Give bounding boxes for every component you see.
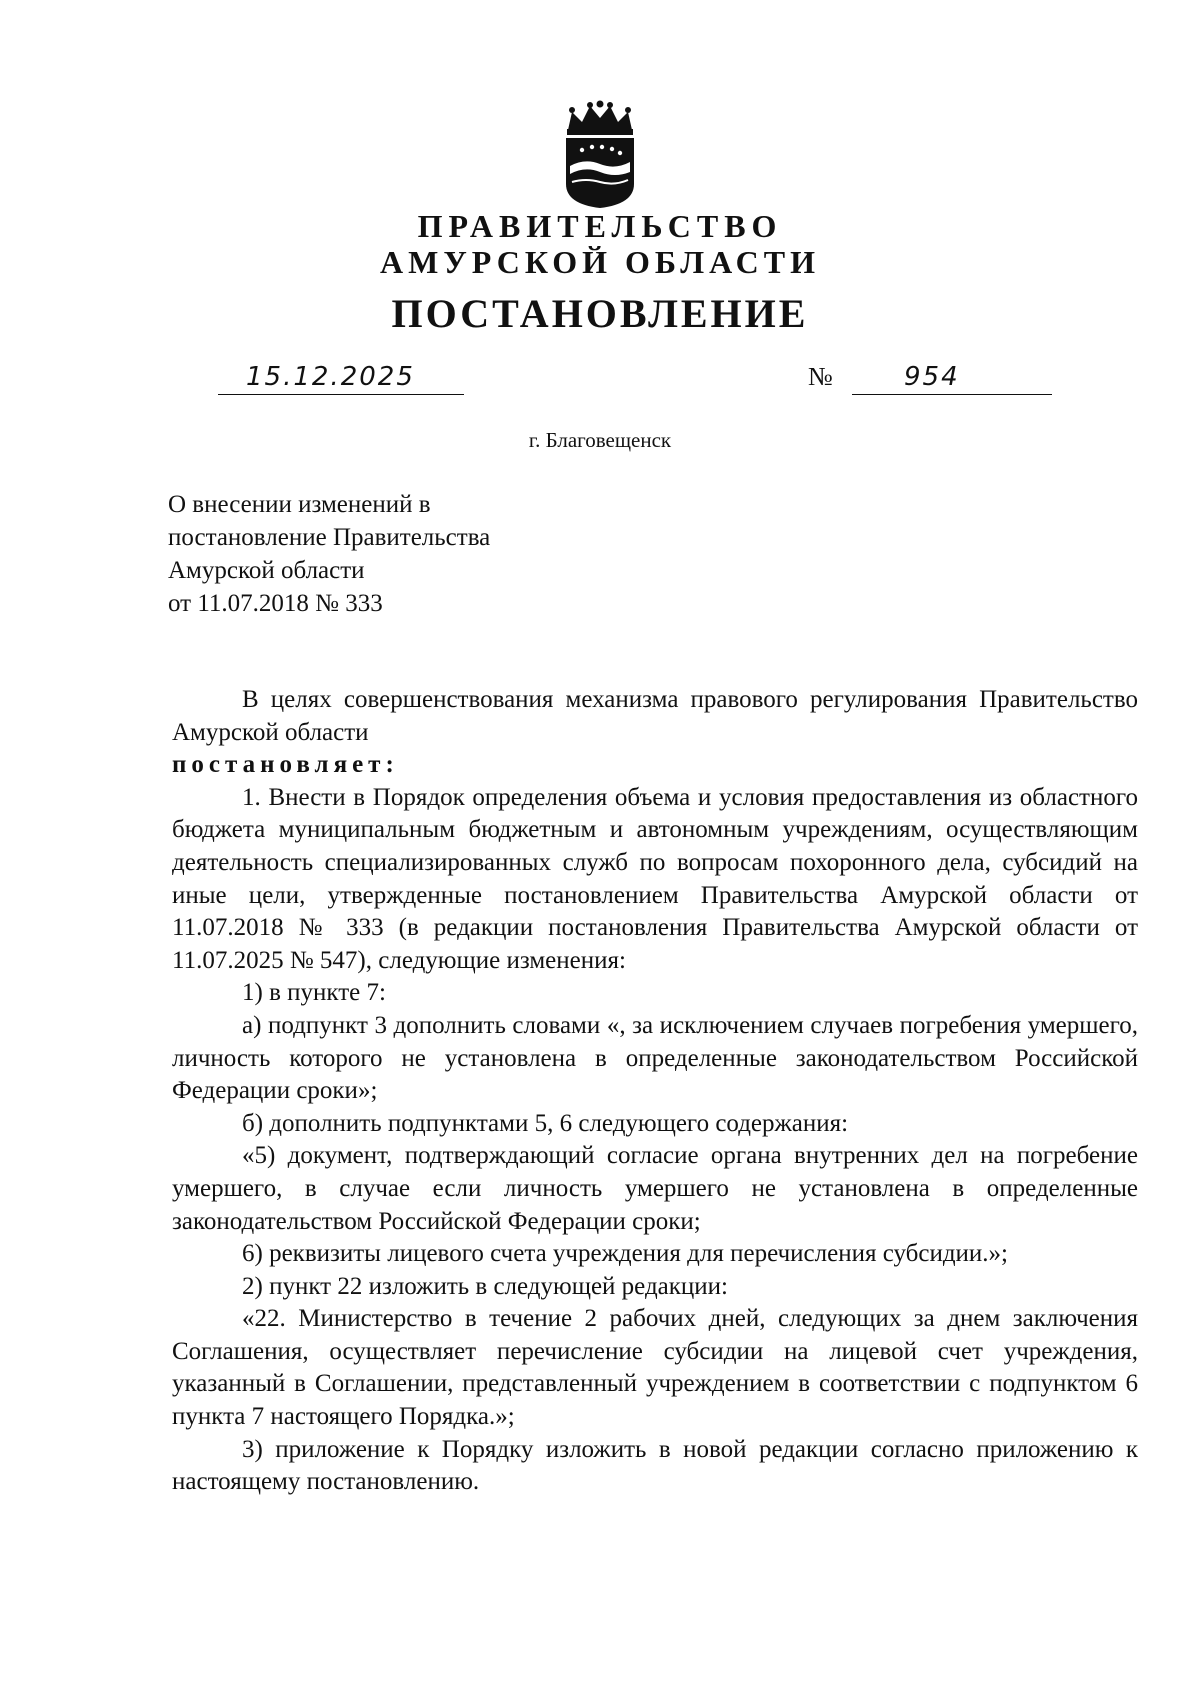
body-paragraph: 1) в пункте 7:: [242, 979, 386, 1007]
government-name-line1: ПРАВИТЕЛЬСТВО: [417, 208, 783, 244]
document-type-title: ПОСТАНОВЛЕНИЕ: [391, 291, 809, 336]
subject-line: постановление Правительства: [168, 524, 491, 551]
amur-region-coat-of-arms-icon: [558, 100, 642, 210]
document-subject: [168, 488, 490, 620]
document-number-field: [852, 360, 1052, 395]
city-of-issue: г. Благовещенск: [528, 428, 672, 452]
body-paragraph: б) дополнить подпунктами 5, 6 следующего содержания:: [242, 1109, 849, 1137]
intro-paragraph: В целях совершенствования механизма правового регулирования Правительство Амурской области: [172, 686, 1138, 746]
body-paragraph: «22. Министерство в течение 2 рабочих дней, следующих за днем заключения Соглашения, осуществляет перечисление субсидии на лицевой счет учреждения, указанный в Соглашении, представленный учреждением в соответствии с подпунктом 6 пункта 7 настоящего Порядка.»;: [172, 1305, 1138, 1431]
body-paragraph: 1. Внести в Порядок определения объема и условия предоставления из областного бюджета муниципальным бюджетным и автономным учреждениям, осуществляющим деятельность специализированных служб по вопросам похоронного дела, субсидий на иные цели, утвержденные постановлением Правительства Амурской области от 11.07.2018 № 333 (в редакции постановления Правительства Амурской области от 11.07.2025 № 547), следующие изменения:: [172, 783, 1138, 974]
subject-line: от 11.07.2018 № 333: [168, 590, 383, 617]
decree-word: постановляет:: [172, 751, 399, 779]
government-name-line2: АМУРСКОЙ ОБЛАСТИ: [380, 244, 820, 280]
document-date: 15.12.2025: [246, 362, 415, 392]
subject-line: Амурской области: [168, 557, 365, 584]
body-paragraph: 3) приложение к Порядку изложить в новой редакции согласно приложению к настоящему постановлению.: [172, 1435, 1138, 1496]
number-sign-label: №: [808, 362, 833, 391]
body-paragraph: 2) пункт 22 изложить в следующей редакции:: [242, 1272, 728, 1300]
document-body: [172, 684, 1138, 1499]
document-date-field: [218, 360, 464, 395]
subject-line: О внесении изменений в: [168, 491, 431, 518]
body-paragraph: «5) документ, подтверждающий согласие органа внутренних дел на погребение умершего, в случае если личность умершего не установлена в определенные законодательством Российской Федерации сроки;: [172, 1142, 1138, 1235]
body-paragraph: а) подпункт 3 дополнить словами «, за исключением случаев погребения умершего, личность которого не установлена в определенные законодательством Российской Федерации сроки»;: [172, 1011, 1138, 1105]
document-number: 954: [904, 362, 960, 392]
body-paragraph: 6) реквизиты лицевого счета учреждения для перечисления субсидии.»;: [242, 1240, 1009, 1268]
